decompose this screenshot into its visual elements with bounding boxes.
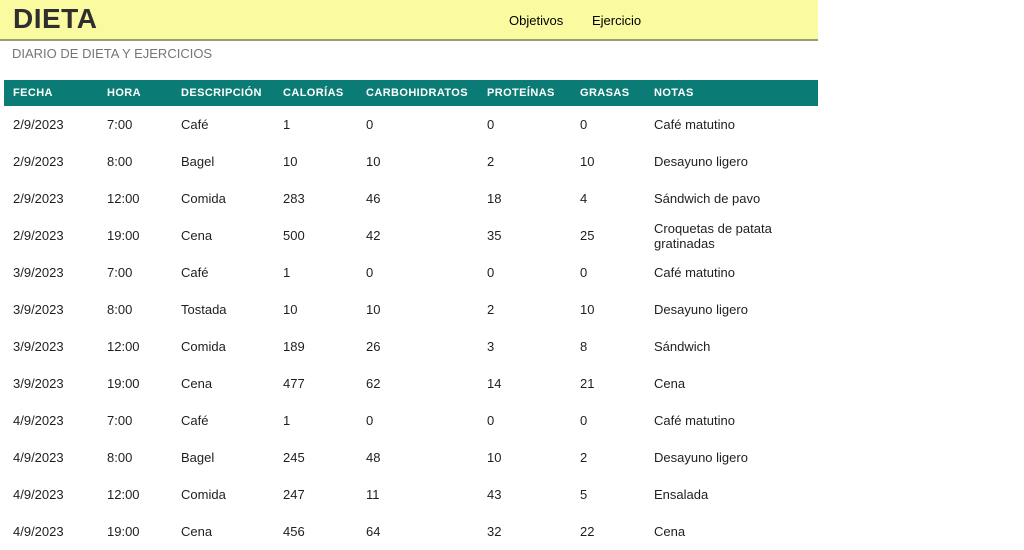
- cell-notas: Desayuno ligero: [645, 439, 818, 476]
- cell-proteinas: 0: [478, 254, 571, 291]
- cell-grasas: 25: [571, 217, 645, 254]
- cell-fecha: 4/9/2023: [4, 402, 98, 439]
- cell-hora: 7:00: [98, 254, 172, 291]
- cell-descripcion: Café: [172, 402, 274, 439]
- cell-carbohidratos: 48: [357, 439, 478, 476]
- cell-grasas: 4: [571, 180, 645, 217]
- column-header-notas: NOTAS: [645, 80, 818, 106]
- cell-carbohidratos: 10: [357, 143, 478, 180]
- table-row: [4, 439, 818, 476]
- column-header-grasas: GRASAS: [571, 80, 645, 106]
- cell-proteinas: 3: [478, 328, 571, 365]
- cell-grasas: 22: [571, 513, 645, 550]
- column-header-carbohidratos: CARBOHIDRATOS: [357, 80, 478, 106]
- cell-descripcion: Comida: [172, 328, 274, 365]
- cell-calorias: 245: [274, 439, 357, 476]
- diet-table: [4, 80, 818, 550]
- cell-descripcion: Café: [172, 106, 274, 143]
- cell-carbohidratos: 10: [357, 291, 478, 328]
- cell-descripcion: Cena: [172, 513, 274, 550]
- cell-hora: 8:00: [98, 439, 172, 476]
- column-header-descripcion: DESCRIPCIÓN: [172, 80, 274, 106]
- cell-carbohidratos: 64: [357, 513, 478, 550]
- cell-carbohidratos: 0: [357, 402, 478, 439]
- cell-calorias: 456: [274, 513, 357, 550]
- cell-notas: Croquetas de patata gratinadas: [645, 217, 818, 254]
- table-row: [4, 291, 818, 328]
- cell-calorias: 1: [274, 106, 357, 143]
- cell-hora: 8:00: [98, 143, 172, 180]
- cell-carbohidratos: 42: [357, 217, 478, 254]
- cell-fecha: 3/9/2023: [4, 254, 98, 291]
- cell-carbohidratos: 0: [357, 254, 478, 291]
- cell-fecha: 2/9/2023: [4, 180, 98, 217]
- cell-grasas: 21: [571, 365, 645, 402]
- table-row: [4, 254, 818, 291]
- cell-proteinas: 43: [478, 476, 571, 513]
- cell-calorias: 283: [274, 180, 357, 217]
- cell-grasas: 0: [571, 254, 645, 291]
- table-head: [4, 80, 818, 106]
- cell-grasas: 5: [571, 476, 645, 513]
- cell-carbohidratos: 11: [357, 476, 478, 513]
- cell-notas: Sándwich: [645, 328, 818, 365]
- cell-hora: 19:00: [98, 217, 172, 254]
- table-row: [4, 106, 818, 143]
- cell-carbohidratos: 0: [357, 106, 478, 143]
- cell-fecha: 4/9/2023: [4, 513, 98, 550]
- nav-link-objetivos[interactable]: Objetivos: [509, 13, 564, 28]
- cell-fecha: 4/9/2023: [4, 476, 98, 513]
- table-row: [4, 180, 818, 217]
- table-row: [4, 217, 818, 254]
- cell-proteinas: 18: [478, 180, 571, 217]
- cell-notas: Desayuno ligero: [645, 143, 818, 180]
- cell-fecha: 2/9/2023: [4, 143, 98, 180]
- table-row: [4, 328, 818, 365]
- column-header-hora: HORA: [98, 80, 172, 106]
- cell-fecha: 3/9/2023: [4, 365, 98, 402]
- cell-proteinas: 0: [478, 106, 571, 143]
- cell-notas: Cena: [645, 365, 818, 402]
- cell-calorias: 477: [274, 365, 357, 402]
- cell-calorias: 10: [274, 143, 357, 180]
- cell-hora: 19:00: [98, 513, 172, 550]
- cell-calorias: 500: [274, 217, 357, 254]
- cell-fecha: 2/9/2023: [4, 106, 98, 143]
- table-row: [4, 402, 818, 439]
- column-header-fecha: FECHA: [4, 80, 98, 106]
- cell-calorias: 1: [274, 402, 357, 439]
- table-body: [4, 106, 818, 550]
- cell-hora: 12:00: [98, 476, 172, 513]
- cell-fecha: 3/9/2023: [4, 328, 98, 365]
- cell-descripcion: Cena: [172, 217, 274, 254]
- cell-hora: 12:00: [98, 180, 172, 217]
- app-header: [0, 0, 818, 41]
- cell-fecha: 3/9/2023: [4, 291, 98, 328]
- table-row: [4, 365, 818, 402]
- cell-grasas: 0: [571, 106, 645, 143]
- cell-proteinas: 35: [478, 217, 571, 254]
- cell-carbohidratos: 26: [357, 328, 478, 365]
- cell-calorias: 247: [274, 476, 357, 513]
- cell-grasas: 2: [571, 439, 645, 476]
- table-row: [4, 513, 818, 550]
- cell-calorias: 10: [274, 291, 357, 328]
- cell-proteinas: 2: [478, 143, 571, 180]
- cell-grasas: 10: [571, 143, 645, 180]
- cell-descripcion: Bagel: [172, 143, 274, 180]
- cell-descripcion: Tostada: [172, 291, 274, 328]
- page-subtitle: DIARIO DE DIETA Y EJERCICIOS: [12, 46, 213, 61]
- cell-carbohidratos: 62: [357, 365, 478, 402]
- cell-hora: 12:00: [98, 328, 172, 365]
- cell-grasas: 10: [571, 291, 645, 328]
- cell-descripcion: Comida: [172, 180, 274, 217]
- cell-grasas: 8: [571, 328, 645, 365]
- cell-hora: 7:00: [98, 402, 172, 439]
- cell-fecha: 4/9/2023: [4, 439, 98, 476]
- cell-notas: Cena: [645, 513, 818, 550]
- cell-carbohidratos: 46: [357, 180, 478, 217]
- table-row: [4, 476, 818, 513]
- cell-notas: Café matutino: [645, 106, 818, 143]
- cell-proteinas: 10: [478, 439, 571, 476]
- cell-notas: Ensalada: [645, 476, 818, 513]
- cell-proteinas: 0: [478, 402, 571, 439]
- cell-calorias: 189: [274, 328, 357, 365]
- nav-link-ejercicio[interactable]: Ejercicio: [592, 13, 642, 28]
- cell-calorias: 1: [274, 254, 357, 291]
- cell-hora: 8:00: [98, 291, 172, 328]
- cell-notas: Café matutino: [645, 254, 818, 291]
- cell-descripcion: Bagel: [172, 439, 274, 476]
- cell-proteinas: 2: [478, 291, 571, 328]
- cell-hora: 7:00: [98, 106, 172, 143]
- cell-proteinas: 32: [478, 513, 571, 550]
- cell-hora: 19:00: [98, 365, 172, 402]
- cell-notas: Café matutino: [645, 402, 818, 439]
- app-title: DIETA: [13, 3, 98, 34]
- cell-fecha: 2/9/2023: [4, 217, 98, 254]
- column-header-proteinas: PROTEÍNAS: [478, 80, 571, 106]
- cell-proteinas: 14: [478, 365, 571, 402]
- cell-grasas: 0: [571, 402, 645, 439]
- cell-descripcion: Cena: [172, 365, 274, 402]
- column-header-calorias: CALORÍAS: [274, 80, 357, 106]
- cell-notas: Sándwich de pavo: [645, 180, 818, 217]
- cell-notas: Desayuno ligero: [645, 291, 818, 328]
- table-row: [4, 143, 818, 180]
- table-header-row: [4, 80, 818, 106]
- cell-descripcion: Comida: [172, 476, 274, 513]
- cell-descripcion: Café: [172, 254, 274, 291]
